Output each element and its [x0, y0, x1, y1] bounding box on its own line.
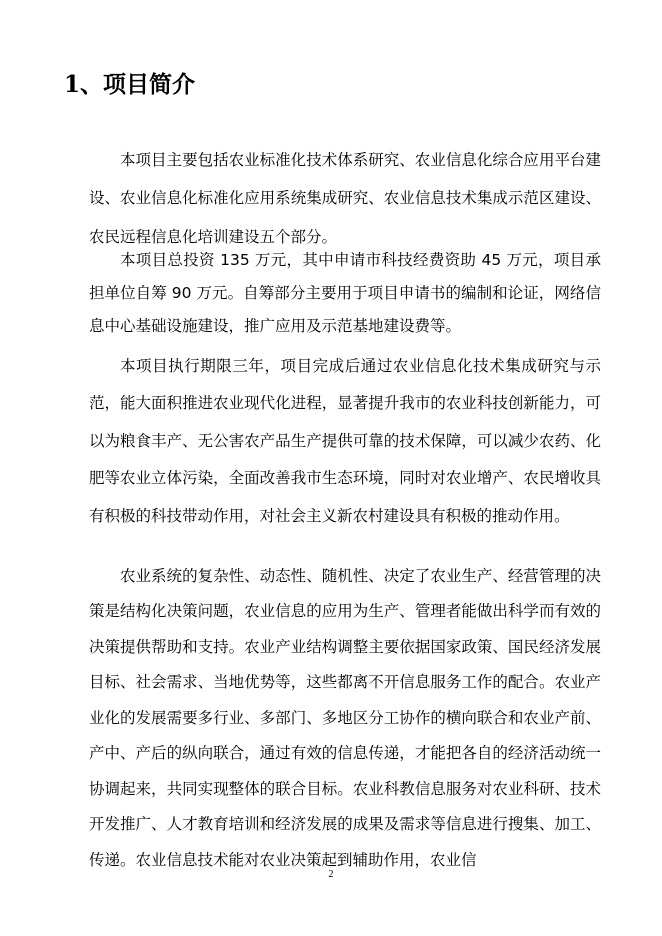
- paragraph-project-scope: 本项目主要包括农业标准化技术体系研究、农业信息化综合应用平台建设、农业信息化标准化应用系统集成研究、农业信息技术集成示范区建设、农民远程信息化培训建设五个部分。: [89, 150, 601, 246]
- paragraph-investment: 本项目总投资 135 万元，其中申请市科技经费资助 45 万元，项目承担单位自筹 90 万元。自筹部分主要用于项目申请书的编制和论证，网络信息中心基础设施建设，推广应用及示范基地建设费等。: [89, 250, 601, 335]
- section-heading: 1、项目简介: [64, 71, 196, 98]
- paragraph-background: 农业系统的复杂性、动态性、随机性、决定了农业生产、经营管理的决策是结构化决策问题，农业信息的应用为生产、管理者能做出科学而有效的决策提供帮助和支持。农业产业结构调整主要依据国家政策、国民经济发展目标、社会需求、当地优势等，这些都离不开信息服务工作的配合。农业产业化的发展需要多行业、多部门、多地区分工协作的横向联合和农业产前、产中、产后的纵向联合，通过有效的信息传递，才能把各自的经济活动统一协调起来，共同实现整体的联合目标。农业科教信息服务对农业科研、技术开发推广、人才教育培训和经济发展的成果及需求等信息进行搜集、加工、传递。农业信息技术能对农业决策起到辅助作用，农业信: [89, 566, 601, 869]
- page-number: 2: [328, 869, 334, 880]
- paragraph-benefits: 本项目执行期限三年，项目完成后通过农业信息化技术集成研究与示范，能大面积推进农业现代化进程，显著提升我市的农业科技创新能力，可以为粮食丰产、无公害农产品生产提供可靠的技术保障，可以减少农药、化肥等农业立体污染，全面改善我市生态环境，同时对农业增产、农民增收具有积极的科技带动作用，对社会主义新农村建设具有积极的推动作用。: [89, 356, 601, 525]
